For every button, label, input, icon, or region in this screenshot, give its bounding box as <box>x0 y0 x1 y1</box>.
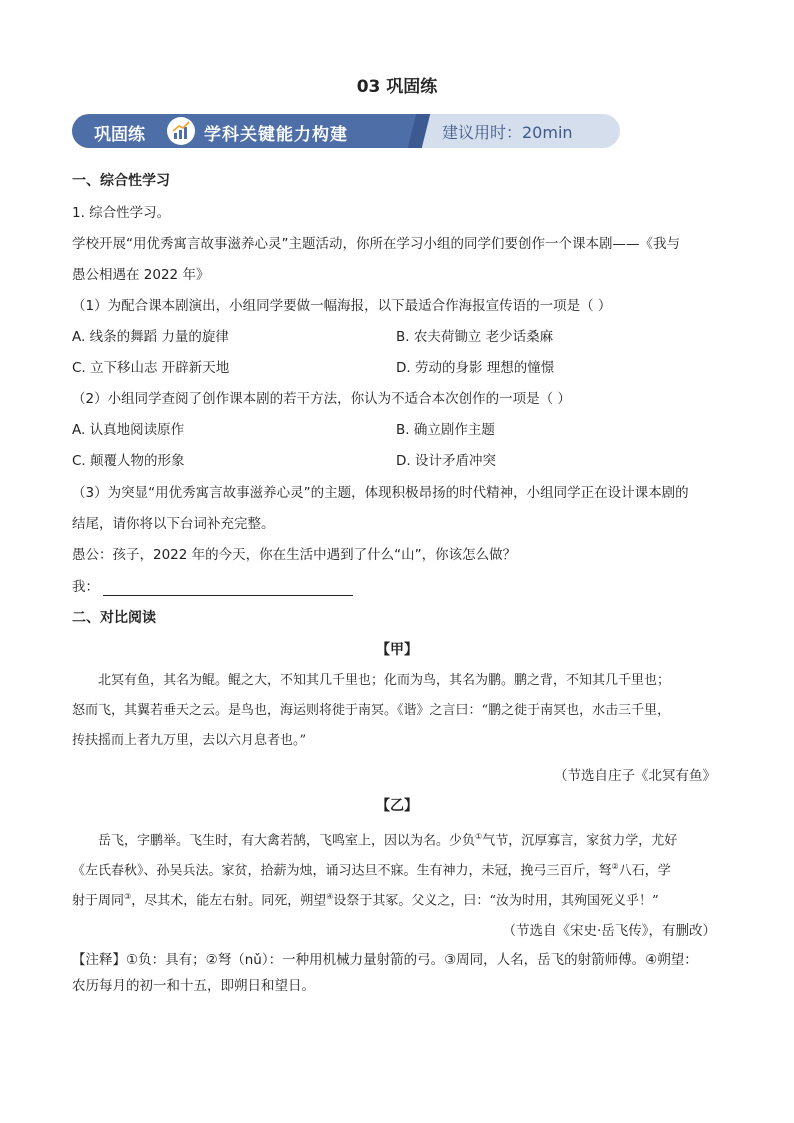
answer-blank[interactable] <box>103 581 353 596</box>
chart-growth-icon <box>167 117 195 145</box>
jia-line-1: 北冥有鱼，其名为鲲。鲲之大，不知其几千里也；化而为鸟，其名为鹏。鹏之背，不知其几千里也； <box>98 673 671 688</box>
yi-source: （节选自《宋史·岳飞传》，有删改） <box>502 923 716 939</box>
page-title: 03 巩固练 <box>356 77 438 97</box>
yi-label: 【乙】 <box>376 798 418 814</box>
q3-answer-row <box>72 578 353 596</box>
q3-stem-line-1: （3）为突显“用优秀寓言故事滋养心灵”的主题，体现积极昂扬的时代精神，小组同学正在设计课本剧的 <box>72 485 689 501</box>
banner-time-label: 建议用时：20min <box>442 123 573 142</box>
footnote-mark-1: ① <box>475 832 483 841</box>
footnote-mark-4: ④ <box>326 892 334 901</box>
yi-line-2-text-b: 八石，学 <box>618 863 671 879</box>
banner-practice-label: 巩固练 <box>94 125 145 145</box>
yi-line-2-text-a: 《左氏春秋》、孙吴兵法。家贫，拾薪为烛，诵习达旦不寐。生有神力，未冠，挽弓三百斤，弩 <box>72 863 612 879</box>
q1-option-b: B. 农夫荷锄立 老少话桑麻 <box>396 329 554 345</box>
q3-yugong-line: 愚公：孩子，2022 年的今天，你在生活中遇到了什么“山”，你该怎么做？ <box>72 547 517 563</box>
q3-stem-line-2: 结尾，请你将以下台词补充完整。 <box>72 516 275 532</box>
jia-passage <box>72 666 722 696</box>
q1-stem: （1）为配合课本剧演出，小组同学要做一幅海报，以下最适合作海报宣传语的一项是（ ） <box>72 298 612 314</box>
question-title: 1. 综合性学习。 <box>72 205 171 221</box>
yi-line-3-text-a: 射于周同 <box>72 893 125 909</box>
q2-option-a: A. 认真地阅读原作 <box>72 422 185 438</box>
q1-option-d: D. 劳动的身影 理想的憧憬 <box>396 360 555 376</box>
jia-line-3: 抟扶摇而上者九万里，去以六月息者也。” <box>72 733 307 748</box>
yi-line-1-text-a: 岳飞，字鹏举。飞生时，有大禽若鹄，飞鸣室上，因以为名。少负 <box>98 833 476 849</box>
jia-source: （节选自庄子《北冥有鱼》 <box>554 768 716 784</box>
yi-line-3-text-c: 设祭于其冢。父义之，曰：“汝为时用，其殉国死义乎！” <box>333 893 659 909</box>
q3-me-label: 我： <box>72 579 99 595</box>
yi-line-3 <box>72 882 722 916</box>
annotation-line-1: 【注释】①负：具有；②弩（nǔ）：一种用机械力量射箭的弓。③周同，人名，岳飞的射箭师傅。④朔望： <box>72 952 698 968</box>
banner-ability-label: 学科关键能力构建 <box>204 125 348 145</box>
q2-option-d: D. 设计矛盾冲突 <box>396 453 496 469</box>
section-heading-2: 二、对比阅读 <box>72 610 156 626</box>
q2-option-c: C. 颠覆人物的形象 <box>72 453 185 469</box>
jia-label: 【甲】 <box>376 642 418 658</box>
footnote-mark-2: ② <box>611 862 619 871</box>
yi-line-3-text-b: ，尽其术，能左右射。同死，朔望 <box>131 893 327 909</box>
section-banner <box>72 114 620 148</box>
q1-option-c: C. 立下移山志 开辟新天地 <box>72 360 230 376</box>
q1-option-a: A. 线条的舞蹈 力量的旋律 <box>72 329 229 345</box>
annotation-block <box>72 947 728 999</box>
intro-line-1: 学校开展“用优秀寓言故事滋养心灵”主题活动，你所在学习小组的同学们要创作一个课本剧——《我与 <box>72 236 680 252</box>
annotation-line-2: 农历每月的初一和十五，即朔日和望日。 <box>72 978 315 994</box>
footnote-mark-3: ③ <box>124 892 132 901</box>
jia-line-2: 怒而飞，其翼若垂天之云。是鸟也，海运则将徙于南冥。《谐》之言曰：“鹏之徙于南冥也，水击三千里， <box>72 703 671 718</box>
q2-stem: （2）小组同学查阅了创作课本剧的若干方法，你认为不适合本次创作的一项是（ ） <box>72 391 571 407</box>
q2-option-b: B. 确立剧作主题 <box>396 422 495 438</box>
section-heading-1: 一、综合性学习 <box>72 173 170 189</box>
intro-line-2: 愚公相遇在 2022 年》 <box>72 267 210 283</box>
yi-line-1-text-b: 气节，沉厚寡言，家贫力学，尤好 <box>482 833 678 849</box>
